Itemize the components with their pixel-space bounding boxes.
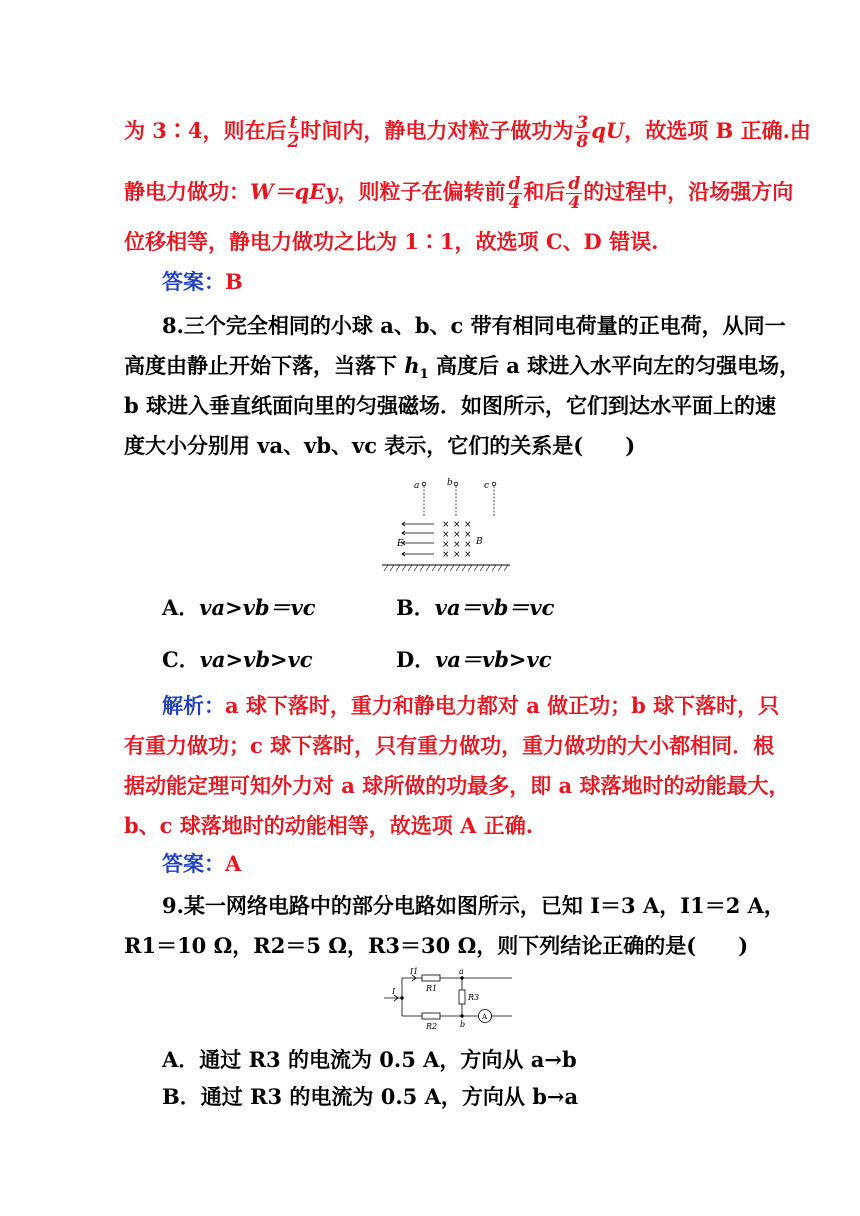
- fraction-numerator: 3: [576, 113, 589, 133]
- q8-line-1: 8.三个完全相同的小球 a、b、c 带有相同电荷量的正电荷，从同一: [162, 313, 786, 338]
- analysis-line-3: 位移相等，静电力做功之比为 1∶1，故选项 C、D 错误.: [124, 229, 659, 254]
- node-b: [461, 1015, 464, 1018]
- q9-line-2: R1＝10 Ω，R2＝5 Ω，R3＝30 Ω，则下列结论正确的是( ): [124, 933, 749, 958]
- option-text: 通过 R3 的电流为 0.5 A，方向从 b→a: [200, 1084, 579, 1109]
- fraction-numerator: d: [508, 174, 521, 194]
- svg-text:×: ×: [453, 520, 461, 530]
- fraction-d-over-4: [566, 175, 582, 212]
- q8-option-d[interactable]: [396, 646, 552, 674]
- svg-text:×: ×: [453, 540, 461, 550]
- option-text: 通过 R3 的电流为 0.5 A，方向从 a→b: [199, 1047, 577, 1072]
- text-segment: 和后: [523, 179, 566, 204]
- text-segment: 为 3∶4，则在后: [124, 118, 287, 143]
- fraction-3-over-8: [574, 114, 590, 151]
- svg-text:×: ×: [464, 550, 472, 560]
- option-label: B．: [396, 595, 435, 620]
- option-text: va＝vb>vc: [435, 647, 552, 672]
- text-segment: ，故选项 B 正确.由: [624, 118, 811, 143]
- option-text: va>vb＝vc: [199, 595, 316, 620]
- answer-label: 答案：: [162, 269, 225, 294]
- symbol-h: h: [404, 353, 420, 378]
- answer-line-2: [162, 850, 241, 878]
- label-B: B: [476, 537, 483, 547]
- text-segment: 的过程中，沿场强方向: [583, 179, 794, 204]
- fraction-denominator: 4: [508, 193, 521, 213]
- svg-text:×: ×: [442, 530, 450, 540]
- option-label: A．: [162, 1047, 200, 1072]
- svg-text:×: ×: [464, 540, 472, 550]
- ball-b: [454, 482, 458, 486]
- resistor-r2: [422, 1013, 440, 1019]
- magnetic-field-crosses: [442, 520, 472, 560]
- option-label: A．: [162, 595, 200, 620]
- answer-value: B: [225, 269, 243, 294]
- svg-text:×: ×: [464, 530, 472, 540]
- q8-option-a[interactable]: [162, 594, 316, 622]
- q9-option-a[interactable]: [162, 1046, 577, 1074]
- fraction-denominator: 4: [568, 193, 581, 213]
- option-text: va>vb>vc: [199, 647, 313, 672]
- resistor-r3: [459, 990, 465, 1004]
- label-I: I: [392, 987, 396, 996]
- answer-label: 答案：: [162, 851, 225, 876]
- q8-analysis-line-2: 有重力做功；c 球下落时，只有重力做功，重力做功的大小都相同．根: [124, 733, 775, 758]
- q9-option-b[interactable]: [162, 1083, 578, 1111]
- svg-text:×: ×: [453, 550, 461, 560]
- label-a: a: [459, 967, 464, 976]
- option-label: B．: [162, 1084, 201, 1109]
- ground-hatching: [384, 565, 508, 571]
- ball-c: [492, 482, 496, 486]
- svg-text:×: ×: [442, 520, 450, 530]
- option-label: C．: [162, 647, 200, 672]
- label-E: E: [397, 539, 404, 549]
- q9-circuit-figure: [382, 966, 518, 1032]
- resistor-r1: [422, 975, 440, 981]
- svg-text:×: ×: [442, 540, 450, 550]
- fraction-t-over-2: [288, 114, 300, 151]
- text-segment: 高度由静止开始下落，当落下: [124, 353, 405, 378]
- q8-analysis-line-1: [162, 692, 779, 720]
- text-segment: 时间内，静电力对粒子做功为: [300, 118, 574, 143]
- svg-text:×: ×: [464, 520, 472, 530]
- ball-a: [422, 482, 426, 486]
- formula-qU: qU: [591, 118, 625, 143]
- q8-option-c[interactable]: [162, 646, 313, 674]
- fraction-denominator: 2: [287, 132, 300, 152]
- text-segment: 静电力做功：: [124, 179, 250, 204]
- label-b: b: [447, 478, 453, 488]
- q8-line-3: b 球进入垂直纸面向里的匀强磁场．如图所示，它们到达水平面上的速: [124, 393, 776, 418]
- svg-text:×: ×: [442, 550, 450, 560]
- label-b: b: [460, 1020, 466, 1029]
- q9-line-1: 9.某一网络电路中的部分电路如图所示，已知 I＝3 A，I1＝2 A，: [162, 893, 785, 918]
- answer-line-1: [162, 268, 243, 296]
- ammeter-label: A: [482, 1013, 488, 1021]
- label-c: c: [484, 481, 490, 491]
- q8-analysis-line-3: 据动能定理可知外力对 a 球所做的功最多，即 a 球落地时的动能最大，: [124, 773, 790, 798]
- label-R3: R3: [468, 993, 480, 1002]
- q8-line-4: 度大小分别用 va、vb、vc 表示，它们的关系是( ): [124, 433, 636, 458]
- subscript: 1: [419, 367, 429, 383]
- label-R1: R1: [426, 984, 438, 993]
- svg-text:×: ×: [453, 530, 461, 540]
- option-label: D．: [396, 647, 436, 672]
- label-I1: I1: [410, 967, 419, 976]
- electric-field-lines: [402, 522, 434, 556]
- answer-value: A: [225, 851, 242, 876]
- fraction-denominator: 8: [576, 132, 589, 152]
- q8-option-b[interactable]: [396, 594, 554, 622]
- fraction-numerator: t: [289, 113, 298, 133]
- fraction-d-over-4: [506, 175, 522, 212]
- analysis-line-1: [124, 114, 811, 151]
- q8-line-2: [124, 352, 800, 389]
- analysis-line-2: [124, 175, 793, 212]
- option-text: va＝vb＝vc: [434, 595, 555, 620]
- q8-analysis-line-4: b、c 球落地时的动能相等，故选项 A 正确.: [124, 813, 534, 838]
- fraction-numerator: d: [568, 174, 581, 194]
- node-a: [461, 977, 464, 980]
- formula-w: W＝qEy: [250, 179, 338, 204]
- label-R2: R2: [426, 1022, 438, 1031]
- text-segment: 高度后 a 球进入水平向左的匀强电场，: [428, 353, 801, 378]
- analysis-text: a 球下落时，重力和静电力都对 a 做正功；b 球下落时，只: [225, 693, 780, 718]
- q8-figure: [378, 476, 514, 576]
- analysis-label: 解析：: [162, 693, 225, 718]
- label-a: a: [414, 481, 420, 491]
- text-segment: ，则粒子在偏转前: [337, 179, 506, 204]
